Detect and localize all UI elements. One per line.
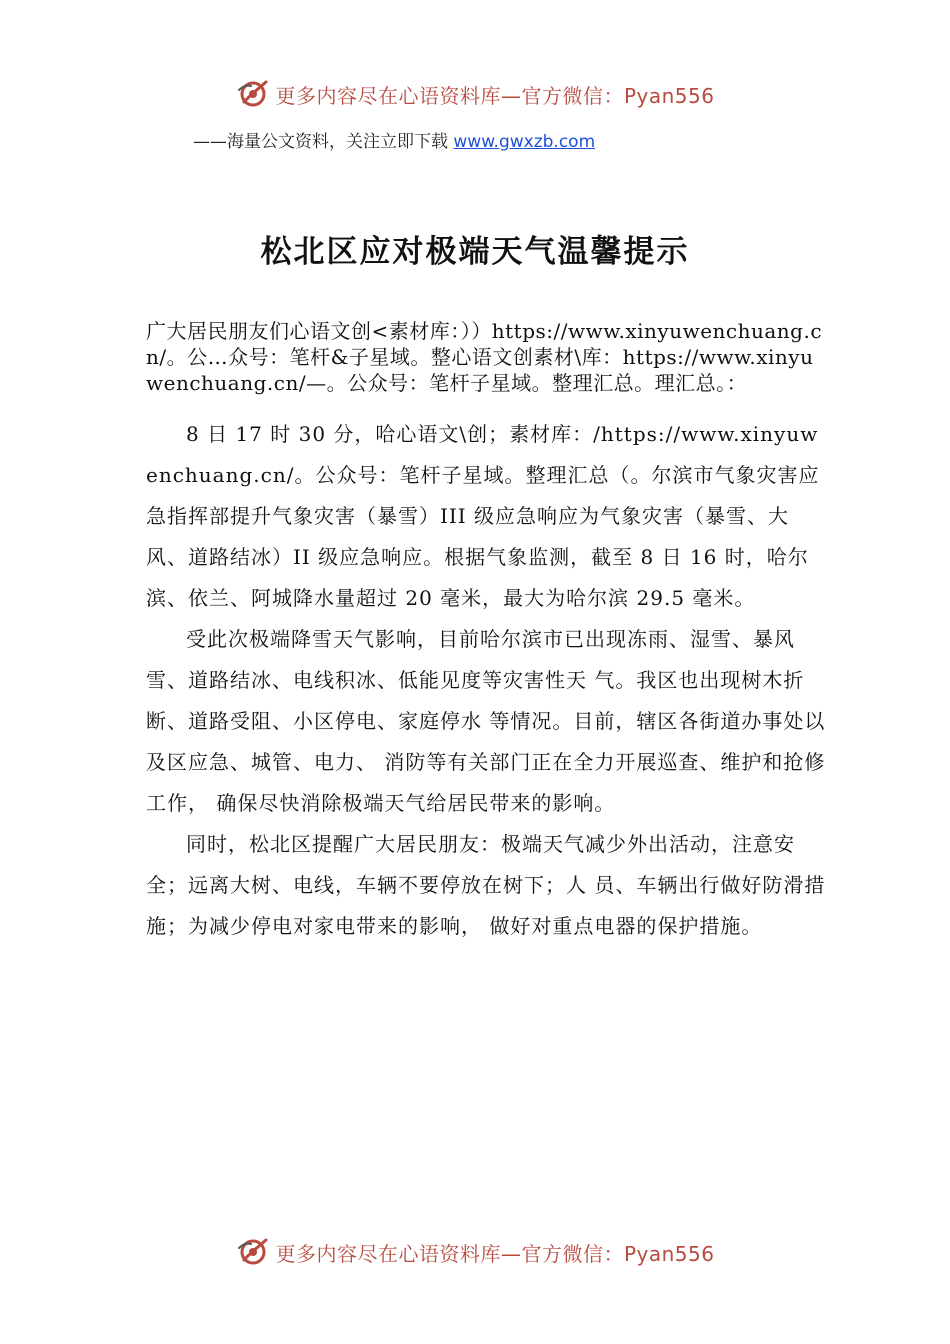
brand-logo-icon (235, 1234, 271, 1270)
paragraph-2: 受此次极端降雪天气影响，目前哈尔滨市已出现冻雨、湿雪、暴风雪、道路结冰、电线积冰、低能见度等灾害性天 气。我区也出现树木折断、道路受阻、小区停电、家庭停水 等情况。目前，辖区各街道办事处以及区应急、城管、电力、 消防等有关部门正在全力开展巡查、维护和抢修工作， 确保尽快消除极端天气给居民带来的影响。 (146, 627, 826, 815)
intro-paragraph: 广大居民朋友们心语文创<素材库：））https://www.xinyuwenchuang.cn/。公…众号：笔杆&子星域。整心语文创素材\库：https://www.xinyuwenchuang.cn/—。公众号：笔杆子星域。整理汇总。理汇总。： (146, 319, 823, 395)
document-body (146, 318, 826, 947)
download-link[interactable]: www.gwxzb.com (453, 132, 596, 152)
paragraph-1: 8 日 17 时 30 分，哈心语文\创；素材库：/https://www.xinyuwenchuang.cn/。公众号：笔杆子星域。整理汇总（。尔滨市气象灾害应急指挥部提升气象灾害（暴雪）III 级应急响应为气象灾害（暴雪、大风、道路结冰）II 级应急响应。根据气象监测，截至 8 日 16 时，哈尔滨、依兰、阿城降水量超过 20 毫米，最大为哈尔滨 29.5 毫米。 (146, 422, 820, 610)
page-title: 松北区应对极端天气温馨提示 (260, 234, 690, 270)
footer-banner-text: 更多内容尽在心语资料库—官方微信：Pyan556 (275, 1241, 715, 1266)
sub-header-text: ——海量公文资料，关注立即下载 (193, 132, 454, 152)
paragraph-3: 同时，松北区提醒广大居民朋友：极端天气减少外出活动，注意安全；远离大树、电线，车辆不要停放在树下；人 员、车辆出行做好防滑措施；为减少停电对家电带来的影响， 做好对重点电器的保护措施。 (146, 832, 826, 938)
sub-header (193, 127, 595, 152)
footer-banner (0, 1232, 950, 1272)
brand-logo-icon (235, 76, 271, 112)
header-banner (0, 74, 950, 114)
header-banner-text: 更多内容尽在心语资料库—官方微信：Pyan556 (275, 83, 715, 108)
